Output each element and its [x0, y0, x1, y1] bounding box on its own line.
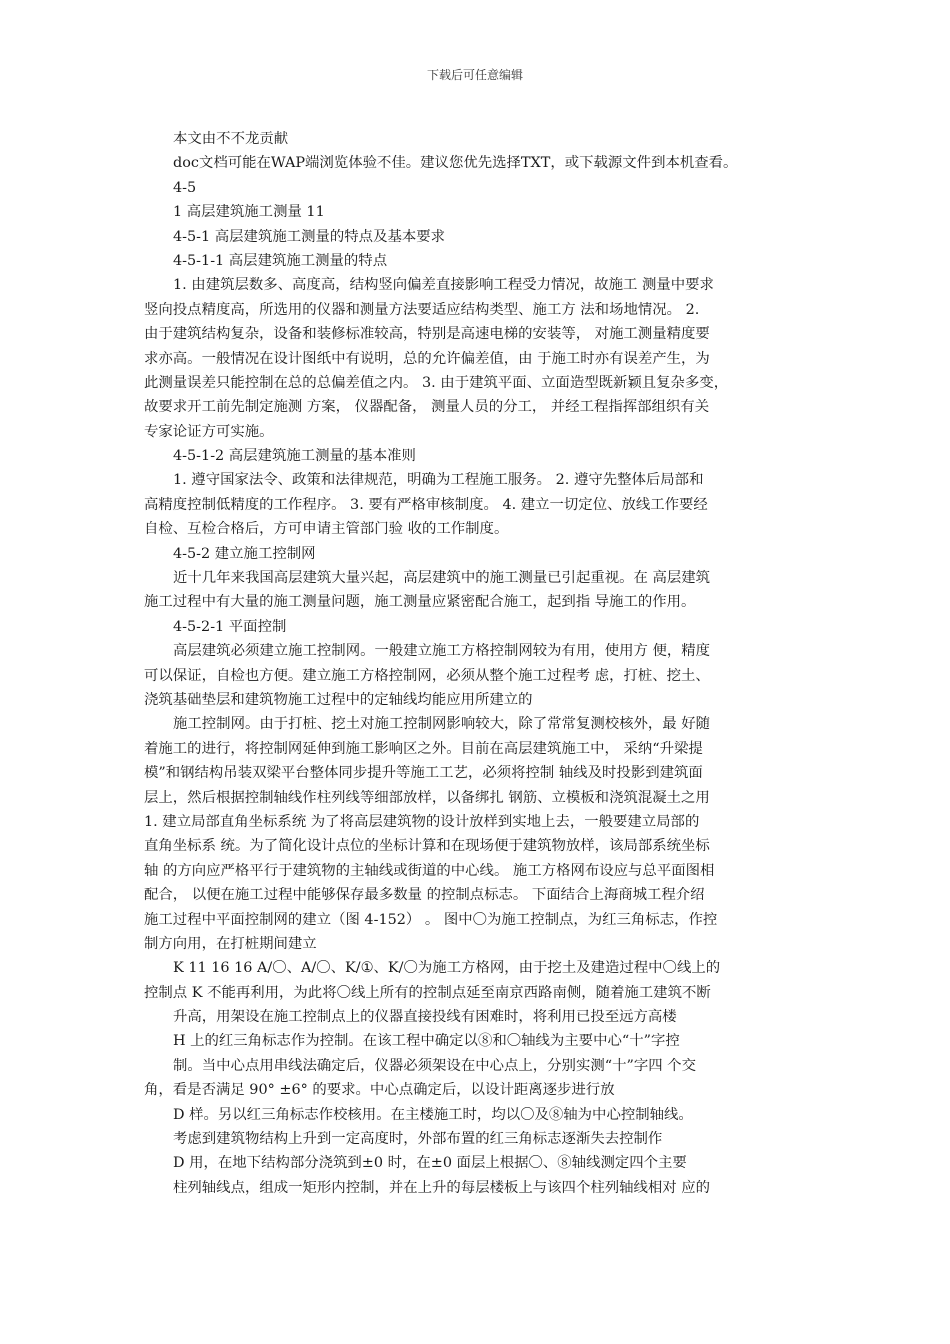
text-line: 1. 遵守国家法令、政策和法律规范，明确为工程施工服务。 2. 遵守先整体后局部和: [173, 472, 704, 489]
text-line: D 用，在地下结构部分浇筑到±0 时，在±0 面层上根据〇、⑧轴线测定四个主要: [173, 1155, 687, 1172]
text-line: D 样。另以红三角标志作校核用。在主楼施工时，均以〇及⑧轴为中心控制轴线。: [173, 1106, 693, 1123]
text-line: 4-5-1-1 高层建筑施工测量的特点: [173, 252, 388, 269]
text-line: 4-5: [173, 179, 197, 196]
text-line: 角，看是否满足 90° ±6° 的要求。中心点确定后，以设计距离逐步进行放: [144, 1082, 615, 1099]
page-header: 下载后可任意编辑: [426, 68, 523, 82]
text-line: 高精度控制低精度的工作程序。 3. 要有严格审核制度。 4. 建立一切定位、放线工作要经: [144, 496, 708, 513]
text-line: 自检、互检合格后，方可申请主管部门验 收的工作制度。: [144, 521, 509, 538]
text-line: 1. 由建筑层数多、高度高，结构竖向偏差直接影响工程受力情况，故施工 测量中要求: [173, 277, 714, 294]
text-line: 求亦高。一般情况在设计图纸中有说明，总的允许偏差值，由 于施工时亦有误差产生，为: [144, 350, 710, 367]
text-line: 柱列轴线点，组成一矩形内控制，并在上升的每层楼板上与该四个柱列轴线相对 应的: [173, 1179, 711, 1196]
document-body: [144, 127, 816, 1200]
text-line: 着施工的进行，将控制网延伸到施工影响区之外。目前在高层建筑施工中， 采纳“升梁提: [144, 740, 703, 757]
text-line: 4-5-2-1 平面控制: [173, 618, 287, 635]
text-line: 此测量误差只能控制在总的总偏差值之内。 3. 由于建筑平面、立面造型既新颖且复杂多变，: [144, 374, 729, 391]
text-line: 轴 的方向应严格平行于建筑物的主轴线或街道的中心线。 施工方格网布设应与总平面图相: [144, 862, 715, 879]
text-line: 4-5-2 建立施工控制网: [173, 545, 316, 562]
text-line: 4-5-1 高层建筑施工测量的特点及基本要求: [173, 228, 446, 245]
text-line: 近十几年来我国高层建筑大量兴起，高层建筑中的施工测量已引起重视。在 高层建筑: [173, 570, 711, 587]
text-line: 层上，然后根据控制轴线作柱列线等细部放样，以备绑扎 钢筋、立模板和浇筑混凝土之用: [144, 789, 710, 806]
text-line: 考虑到建筑物结构上升到一定高度时，外部布置的红三角标志逐渐失去控制作: [173, 1131, 663, 1148]
text-line: doc文档可能在WAP端浏览体验不佳。建议您优先选择TXT，或下载源文件到本机查看。: [173, 155, 738, 172]
text-line: 施工控制网。由于打桩、挖土对施工控制网影响较大，除了常常复测校核外，最 好随: [173, 716, 711, 733]
text-line: 浇筑基础垫层和建筑物施工过程中的定轴线均能应用所建立的: [144, 691, 533, 708]
text-line: 专家论证方可实施。: [144, 423, 274, 440]
text-line: 故要求开工前先制定施测 方案， 仪器配备， 测量人员的分工， 并经工程指挥部组织有关: [144, 399, 710, 416]
text-line: 配合， 以便在施工过程中能够保存最多数量 的控制点标志。 下面结合上海商城工程介绍: [144, 887, 705, 904]
text-line: 4-5-1-2 高层建筑施工测量的基本准则: [173, 448, 416, 465]
text-line: 直角坐标系 统。为了简化设计点位的坐标计算和在现场便于建筑物放样，该局部系统坐标: [144, 838, 710, 855]
text-line: 竖向投点精度高，所选用的仪器和测量方法要适应结构类型、施工方 法和场地情况。 2.: [144, 301, 700, 318]
text-line: 控制点 K 不能再利用，为此将〇线上所有的控制点延至南京西路南侧，随着施工建筑不断: [144, 984, 711, 1001]
text-line: 高层建筑必须建立施工控制网。一般建立施工方格控制网较为有用，使用方 便，精度: [173, 643, 711, 660]
text-line: 由于建筑结构复杂，设备和装修标准较高，特别是高速电梯的安装等， 对施工测量精度要: [144, 326, 710, 343]
text-line: K 11 16 16 A/〇、A/〇、K/①、K/〇为施工方格网，由于挖土及建造过程中〇线上的: [173, 960, 721, 977]
text-line: 可以保证，自检也方便。建立施工方格控制网，必须从整个施工过程考 虑，打桩、挖土、: [144, 667, 710, 684]
text-line: 施工过程中平面控制网的建立（图 4-152） 。 图中〇为施工控制点，为红三角标志，作控: [144, 911, 718, 928]
text-line: 制方向用，在打桩期间建立: [144, 935, 317, 952]
text-line: 制。当中心点用串线法确定后，仪器必须架设在中心点上，分别实测“十”字四 个交: [173, 1057, 696, 1074]
text-line: H 上的红三角标志作为控制。在该工程中确定以⑧和〇轴线为主要中心“十”字控: [173, 1033, 680, 1050]
text-line: 升高，用架设在施工控制点上的仪器直接投线有困难时，将利用已投至远方高楼: [173, 1009, 677, 1026]
text-line: 本文由不不龙贡献: [173, 131, 289, 147]
text-line: 模”和钢结构吊装双梁平台整体同步提升等施工工艺，必须将控制 轴线及时投影到建筑面: [144, 765, 703, 782]
text-line: 1 高层建筑施工测量 11: [173, 204, 325, 221]
text-line: 1. 建立局部直角坐标系统 为了将高层建筑物的设计放样到实地上去，一般要建立局部的: [144, 813, 700, 830]
text-line: 施工过程中有大量的施工测量问题，施工测量应紧密配合施工，起到指 导施工的作用。: [144, 594, 696, 611]
